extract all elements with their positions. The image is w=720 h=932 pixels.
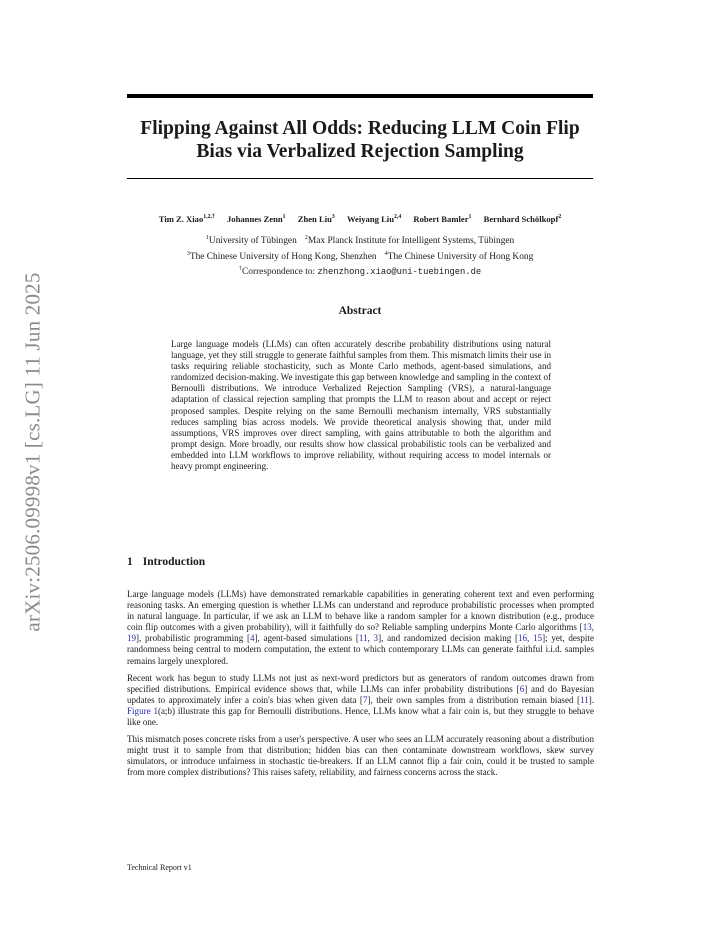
paragraph: Recent work has begun to study LLMs not just as next-word predictors but as generators of random outcomes drawn from specified distributions. Empirical evidence shows that, while LLMs can infer probability distributions [6] and do Bayesian updates to approximately infer a coin's bias when given data [7], their own samples from a distribution remain biased [11]. Figure 1(a;b) illustrate this gap for Bernoulli distributions. Hence, LLMs know what a fair coin is, but they struggle to behave like one.	[127, 672, 594, 728]
arxiv-identifier-stamp	[18, 262, 48, 642]
citation-link[interactable]: 6	[519, 683, 525, 694]
author-list	[100, 212, 620, 225]
correspondence-label: Correspondence to:	[242, 267, 318, 278]
abstract-text: Large language models (LLMs) can often accurately describe probability distributions using natural language, yet they still struggle to generate faithful samples from them. This mismatch limits their use in tasks requiring reliable stochasticity, such as Monte Carlo methods, agent-based simulations, and randomized decision-making. We investigate this gap between knowledge and sampling in the context of Bernoulli distributions. We introduce Verbalized Rejection Sampling (VRS), a natural-language adaptation of classical rejection sampling that prompts the LLM to reason about and accept or reject proposed samples. Despite relying on the same Bernoulli mechanism internally, VRS substantially reduces sampling bias across models. We provide theoretical analysis showing that, under mild assumptions, VRS improves over direct sampling, with gains attributable to both the algorithm and prompt design. More broadly, our results show how classical probabilistic tools can be verbalized and embedded into LLM workflows to improve reliability, without requiring access to model internals or heavy prompt engineering.	[171, 339, 551, 472]
affiliations	[100, 232, 620, 279]
figure-reference-link[interactable]: Figure 1	[127, 705, 158, 716]
citation-link[interactable]: 4	[249, 633, 255, 644]
affiliation: University of Tübingen	[208, 236, 297, 247]
affiliation-row: $^3$The Chinese University of Hong Kong, Shenzhen $^4$The Chinese University of Hong Kong	[186, 249, 534, 262]
title-bottom-rule	[127, 178, 593, 179]
paper-title: Flipping Against All Odds: Reducing LLM Coin Flip Bias via Verbalized Rejection Sampling	[140, 118, 580, 162]
citation-link[interactable]: 11	[580, 694, 589, 705]
affiliation: The Chinese University of Hong Kong	[387, 251, 534, 262]
citation-link[interactable]: 13	[582, 622, 592, 633]
citation-link[interactable]: 19	[127, 633, 137, 644]
citation-link[interactable]: 11	[358, 633, 368, 644]
citation-link[interactable]: 15	[533, 633, 543, 644]
correspondence-row: †Correspondence to: zhenzhong.xiao@uni-tuebingen.de	[238, 265, 482, 278]
abstract-heading: Abstract	[338, 305, 382, 317]
author: Tim Z. Xiao$^{1,2,\dagger}$	[158, 213, 215, 224]
affiliation-row: $^1$University of Tübingen $^2$Max Planck Institute for Intelligent Systems, Tübingen	[205, 234, 515, 247]
introduction-body	[127, 589, 594, 785]
section-heading-introduction	[127, 556, 205, 568]
section-title: Introduction	[142, 556, 206, 568]
arxiv-id-text: arXiv:2506.09998v1 [cs.LG] 11 Jun 2025	[20, 272, 45, 632]
paragraph: Large language models (LLMs) have demonstrated remarkable capabilities in generating coherent text and even performing reasoning tasks. An emerging question is whether LLMs can understand and reproduce probabilistic processes when prompted in natural language. In particular, if we ask an LLM to behave like a random sampler for a known distribution (e.g., produce coin flip outcomes with a given probability), will it faithfully do so? Reliable sampling underpins Monte Carlo algorithms [13, 19], probabilistic programming [4], agent-based simulations [11, 3], and randomized decision making [16, 15]; yet, despite randomness being central to modern computation, the extent to which contemporary LLMs can generate faithful i.i.d. samples remains largely unexplored.	[127, 589, 594, 666]
citation-link[interactable]: 3	[373, 633, 379, 644]
author: Weiyang Liu$^{2,4}$	[346, 213, 402, 224]
section-number: 1	[127, 556, 133, 568]
author: Johannes Zenn$^1$	[227, 213, 286, 224]
paragraph: This mismatch poses concrete risks from a user's perspective. A user who sees an LLM accurately reasoning about a distribution might trust it to sample from that distribution; hidden bias can then contaminate downstream workflows, skew survey simulators, or introduce unfairness in stochastic tie-breakers. If an LLM cannot flip a fair coin, could it be trusted to sample from more complex distributions? This raises safety, reliability, and fairness concerns across the stack.	[127, 734, 594, 778]
affiliation: The Chinese University of Hong Kong, Shenzhen	[189, 251, 377, 262]
title-top-rule	[127, 94, 593, 98]
correspondence-email[interactable]: zhenzhong.xiao@uni-tuebingen.de	[317, 267, 482, 278]
author: Bernhard Schölkopf$^2$	[483, 213, 562, 224]
author: Robert Bamler$^1$	[413, 213, 472, 224]
author: Zhen Liu$^3$	[297, 213, 335, 224]
page-footer: Technical Report v1	[127, 863, 192, 872]
citation-link[interactable]: 7	[362, 694, 368, 705]
citation-link[interactable]: 16	[518, 633, 528, 644]
affiliation: Max Planck Institute for Intelligent Systems, Tübingen	[307, 236, 515, 247]
